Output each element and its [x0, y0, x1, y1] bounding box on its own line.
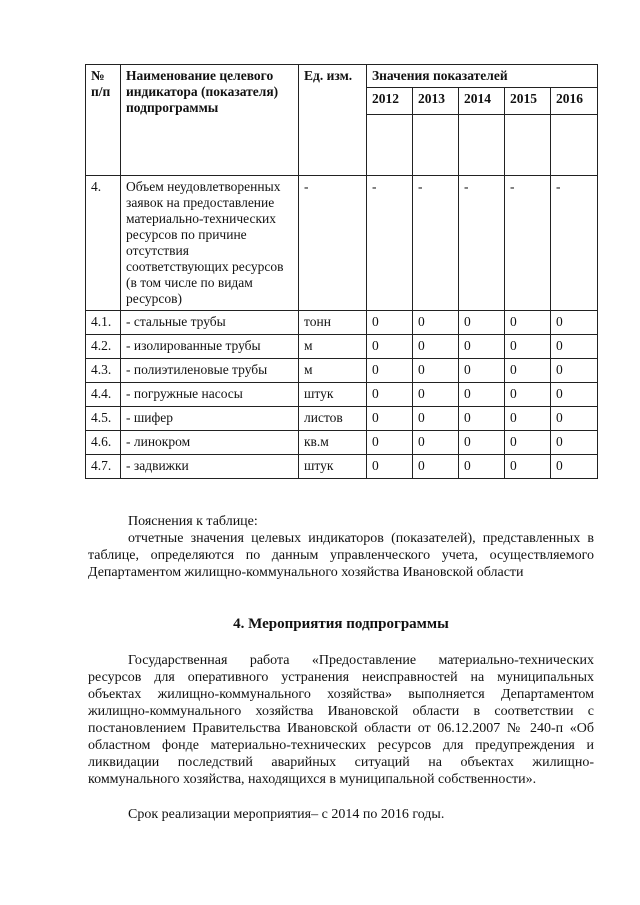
- row-value: 0: [551, 335, 598, 359]
- year-header: 2012: [367, 88, 413, 115]
- row-num: 4.5.: [86, 407, 121, 431]
- row-value: -: [505, 176, 551, 311]
- row-value: 0: [551, 359, 598, 383]
- row-value: 0: [551, 407, 598, 431]
- indicators-table: [85, 64, 598, 479]
- row-value: 0: [505, 335, 551, 359]
- row-num: 4.2.: [86, 335, 121, 359]
- row-value: 0: [505, 407, 551, 431]
- table-row: [86, 407, 598, 431]
- row-num: 4.1.: [86, 311, 121, 335]
- row-value: 0: [551, 383, 598, 407]
- row-value: 0: [459, 335, 505, 359]
- row-value: 0: [551, 311, 598, 335]
- row-value: 0: [367, 335, 413, 359]
- year-header: 2015: [505, 88, 551, 115]
- row-name: - линокром: [121, 431, 299, 455]
- row-value: 0: [505, 455, 551, 479]
- sub-rows: [86, 311, 598, 479]
- row-num: 4.: [86, 176, 121, 311]
- row-value: 0: [367, 359, 413, 383]
- row-name: - изолированные трубы: [121, 335, 299, 359]
- row-value: 0: [367, 431, 413, 455]
- header-num: № п/п: [86, 65, 121, 176]
- row-unit: м: [299, 335, 367, 359]
- row-name: - полиэтиленовые трубы: [121, 359, 299, 383]
- row-name: Объем неудовлетворенных заявок на предоставление материально-технических ресурсов по причине отсутствия соответствующих ресурсов (в том числе по видам ресурсов): [121, 176, 299, 311]
- notes-caption: Пояснения к таблице:: [128, 514, 258, 529]
- table-row: [86, 335, 598, 359]
- row-num: 4.4.: [86, 383, 121, 407]
- row-value: 0: [505, 431, 551, 455]
- row-unit: листов: [299, 407, 367, 431]
- row-value: 0: [413, 359, 459, 383]
- table-row: [86, 311, 598, 335]
- row-value: -: [459, 176, 505, 311]
- header-name: Наименование целевого индикатора (показателя) подпрограммы: [121, 65, 299, 176]
- row-value: 0: [367, 383, 413, 407]
- row-value: 0: [505, 383, 551, 407]
- row-value: 0: [413, 431, 459, 455]
- row-value: 0: [413, 383, 459, 407]
- row-unit: -: [299, 176, 367, 311]
- row-value: 0: [459, 383, 505, 407]
- row-name: - шифер: [121, 407, 299, 431]
- row-value: 0: [367, 455, 413, 479]
- row-name: - погружные насосы: [121, 383, 299, 407]
- row-value: -: [367, 176, 413, 311]
- row-value: -: [413, 176, 459, 311]
- table-row: [86, 431, 598, 455]
- row-value: 0: [459, 359, 505, 383]
- row-unit: кв.м: [299, 431, 367, 455]
- row-value: 0: [459, 311, 505, 335]
- row-value: 0: [505, 311, 551, 335]
- notes-text: отчетные значения целевых индикаторов (показателей), представленных в таблице, определяются по данным управленческого учета, осуществляемого Департаментом жилищно-коммунального хозяйства Ивановской области: [88, 531, 594, 580]
- table-row: [86, 383, 598, 407]
- row-name: - задвижки: [121, 455, 299, 479]
- row-value: 0: [459, 407, 505, 431]
- header-values: Значения показателей: [367, 65, 598, 88]
- year-header: 2014: [459, 88, 505, 115]
- row-value: -: [551, 176, 598, 311]
- row-value: 0: [459, 455, 505, 479]
- row-name: - стальные трубы: [121, 311, 299, 335]
- row-value: 0: [551, 455, 598, 479]
- row-value: 0: [367, 311, 413, 335]
- row-value: 0: [551, 431, 598, 455]
- year-header: 2016: [551, 88, 598, 115]
- row-value: 0: [413, 311, 459, 335]
- row-num: 4.3.: [86, 359, 121, 383]
- row-value: 0: [413, 455, 459, 479]
- section-title: 4. Мероприятия подпрограммы: [233, 616, 449, 632]
- row-value: 0: [459, 431, 505, 455]
- row-unit: штук: [299, 455, 367, 479]
- section-paragraph-2: Срок реализации мероприятия– с 2014 по 2016 годы.: [128, 807, 445, 822]
- row-unit: м: [299, 359, 367, 383]
- row-value: 0: [413, 335, 459, 359]
- row-value: 0: [413, 407, 459, 431]
- table-header-row: [86, 65, 598, 88]
- row-unit: штук: [299, 383, 367, 407]
- table-row: [86, 359, 598, 383]
- table-row: [86, 176, 598, 311]
- row-num: 4.6.: [86, 431, 121, 455]
- year-header: 2013: [413, 88, 459, 115]
- table-notes: [88, 513, 594, 581]
- section-paragraph-1: Государственная работа «Предоставление материально-технических ресурсов для оперативного устранения неисправностей на муниципальных объектах жилищно-коммунального хозяйства» выполняется Департаментом жилищно-коммунального хозяйства Ивановской области в соответствии с постановлением Правительства Ивановской области от 06.12.2007 № 240-п «Об областном фонде материально-технических ресурсов для предупреждения и ликвидации последствий аварийных ситуаций на объектах жилищно-коммунального хозяйства, находящихся в муниципальной собственности».: [88, 653, 594, 787]
- row-unit: тонн: [299, 311, 367, 335]
- table-row: [86, 455, 598, 479]
- row-value: 0: [367, 407, 413, 431]
- header-unit: Ед. изм.: [299, 65, 367, 176]
- row-num: 4.7.: [86, 455, 121, 479]
- row-value: 0: [505, 359, 551, 383]
